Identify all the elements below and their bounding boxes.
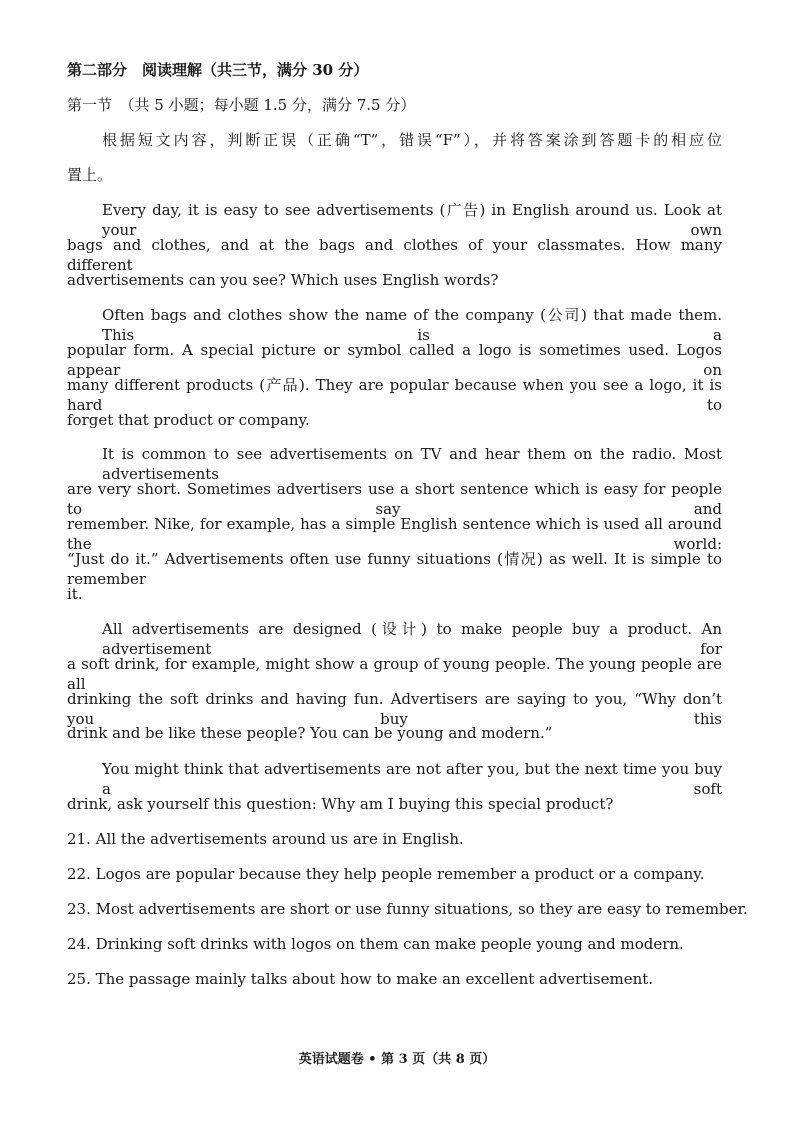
passage-line: Often bags and clothes show the name of the company (公司) that made them. This is a (102, 306, 722, 344)
section-title: 第二部分 阅读理解（共三节，满分 30 分） (67, 61, 369, 79)
passage-line: advertisements can you see? Which uses English words? (67, 271, 499, 289)
passage-line: drink and be like these people? You can be young and modern.” (67, 724, 553, 742)
instruction-line-2: 置上。 (67, 166, 113, 184)
passage-line: You might think that advertisements are not after you, but the next time you buy a soft (102, 760, 722, 798)
instruction-line-1: 根据短文内容，判断正误（正确“T”，错误“F”），并将答案涂到答题卡的相应位 (102, 131, 722, 149)
passage-line: drink, ask yourself this question: Why am I buying this special product? (67, 795, 614, 813)
passage-line: forget that product or company. (67, 411, 310, 429)
question-21: 21. All the advertisements around us are in English. (67, 830, 464, 848)
passage-line: popular form. A special picture or symbol called a logo is sometimes used. Logos appear on (67, 341, 722, 379)
passage-line: remember. Nike, for example, has a simple English sentence which is used all around the world: (67, 515, 722, 553)
page-footer: 英语试题卷 • 第 3 页（共 8 页） (298, 1052, 496, 1067)
passage-line: it. (67, 585, 83, 603)
passage-line: “Just do it.” Advertisements often use funny situations (情况) as well. It is simple to remember (67, 550, 722, 588)
passage-line: a soft drink, for example, might show a group of young people. The young people are all (67, 655, 722, 693)
question-24: 24. Drinking soft drinks with logos on them can make people young and modern. (67, 935, 684, 953)
passage-line: Every day, it is easy to see advertisements (广告) in English around us. Look at your own (102, 201, 722, 239)
passage-line: many different products (产品). They are popular because when you see a logo, it is hard to (67, 376, 722, 414)
question-23: 23. Most advertisements are short or use funny situations, so they are easy to remember. (67, 900, 748, 918)
passage-line: It is common to see advertisements on TV and hear them on the radio. Most advertisements (102, 445, 722, 483)
passage-line: All advertisements are designed (设计) to make people buy a product. An advertisement for (102, 620, 722, 658)
passage-line: bags and clothes, and at the bags and clothes of your classmates. How many different (67, 236, 722, 274)
passage-line: are very short. Sometimes advertisers use a short sentence which is easy for people to say and (67, 480, 722, 518)
passage-line: drinking the soft drinks and having fun. Advertisers are saying to you, “Why don’t you buy this (67, 690, 722, 728)
question-22: 22. Logos are popular because they help people remember a product or a company. (67, 865, 705, 883)
subsection-title: 第一节 （共 5 小题；每小题 1.5 分，满分 7.5 分） (67, 96, 416, 114)
question-25: 25. The passage mainly talks about how to make an excellent advertisement. (67, 970, 654, 988)
